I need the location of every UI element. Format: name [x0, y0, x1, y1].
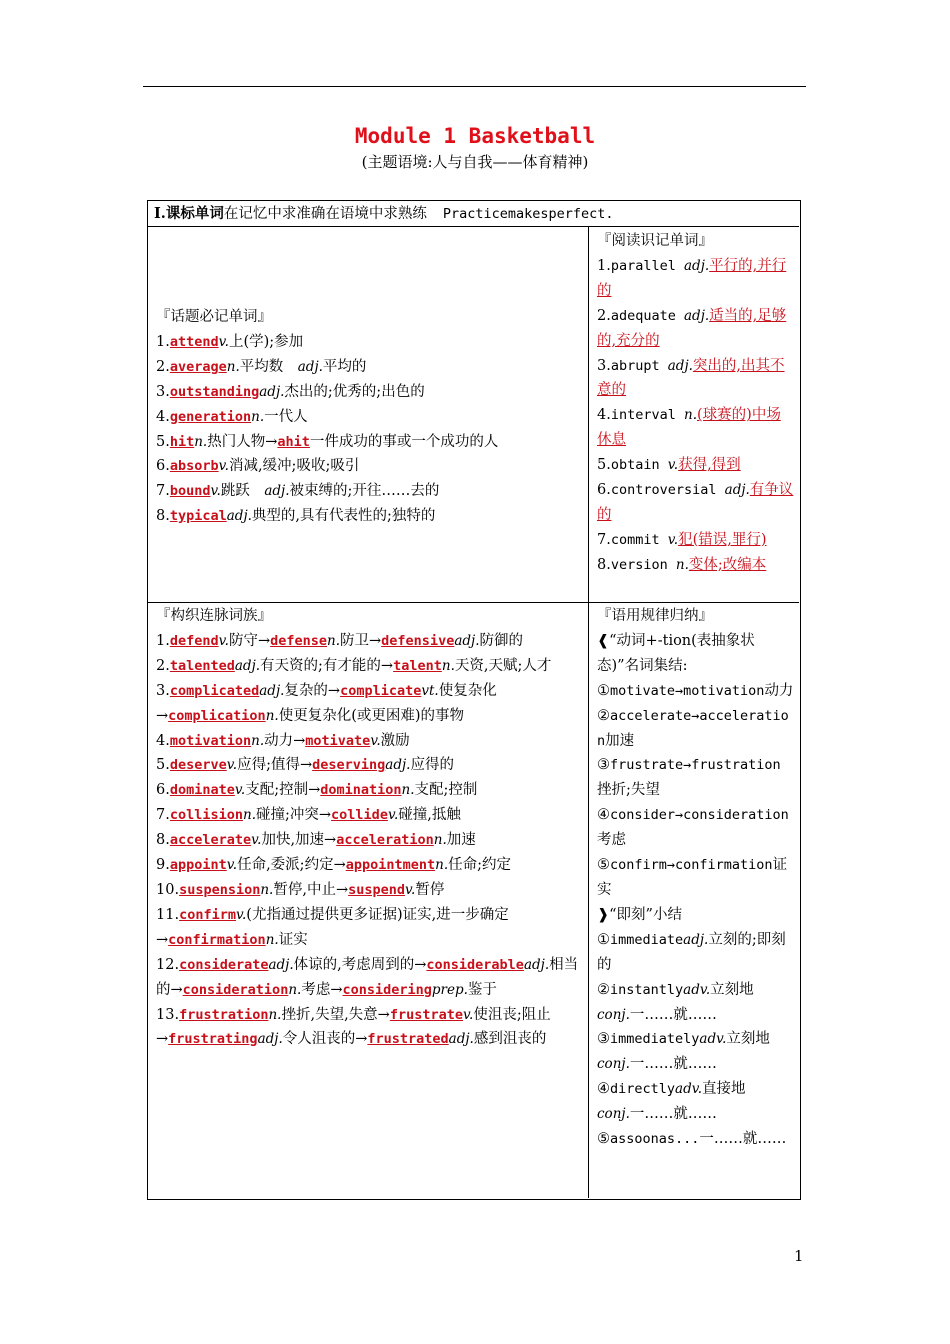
word: immediately: [610, 1031, 700, 1048]
part-of-speech: n.: [433, 832, 447, 849]
topic-word-item: [156, 454, 584, 479]
word-pair: consider→consideration: [610, 807, 789, 824]
keyword: considerable: [426, 956, 524, 973]
word-family-item: [156, 953, 584, 1003]
topic-words-cell: [156, 305, 584, 529]
definition: 有天资的;有才能的→: [260, 657, 394, 674]
definition: 考虑: [597, 832, 626, 849]
definition: 一……就……: [629, 1106, 717, 1123]
keyword: generation: [169, 408, 252, 425]
reading-word-item: [597, 453, 795, 478]
item-number: 4.: [597, 407, 611, 424]
part-of-speech: conj.: [597, 1006, 630, 1023]
word: directly: [610, 1081, 676, 1098]
definition: 令人沮丧的→: [282, 1031, 368, 1048]
rules-cell: [597, 604, 795, 1152]
word: controversial: [610, 482, 725, 499]
topic-word-item: [156, 479, 584, 504]
answer: (球赛的)中场休息: [597, 407, 781, 449]
keyword: absorb: [169, 458, 219, 475]
word-pair: accelerate→acceleration: [597, 707, 789, 749]
part-of-speech: v.: [667, 531, 679, 548]
keyword: defensive: [381, 632, 455, 649]
rules-group1-title: ❰“动词+-tion(表抽象状态)”名词集结:: [597, 632, 755, 674]
definition: 防卫→: [340, 632, 382, 649]
part-of-speech: adj.: [259, 383, 285, 400]
item-number: 5.: [156, 433, 170, 450]
answer: 平行的,并行的: [597, 257, 787, 299]
keyword: confirmation: [168, 931, 266, 948]
definition: 挫折,失望,失意→: [281, 1006, 390, 1023]
circled-number: ④: [597, 807, 610, 824]
definition: 加快,加速→: [261, 832, 337, 849]
keyword: complicated: [169, 682, 260, 699]
definition: 考虑→: [301, 981, 343, 998]
part-of-speech: adv.: [675, 1081, 703, 1098]
definition: 上(学);参加: [228, 333, 304, 350]
part-of-speech: adv.: [683, 981, 711, 998]
definition: 典型的,具有代表性的;独特的: [251, 508, 436, 525]
rules-group2-title: ❱“即刻”小结: [597, 906, 682, 923]
part-of-speech: v.: [218, 632, 229, 649]
rule-item: [597, 803, 795, 853]
definition: 感到沮丧的: [473, 1031, 547, 1048]
keyword: domination: [320, 782, 402, 799]
definition: 一……就……: [629, 1056, 717, 1073]
rule-item: [597, 753, 795, 803]
part-of-speech: adj.: [683, 931, 709, 948]
item-number: 2.: [156, 358, 170, 375]
item-number: 8.: [156, 832, 170, 849]
top-rule: [143, 86, 806, 87]
reading-word-item: [597, 553, 795, 578]
definition: 动力: [764, 682, 794, 699]
page-title: Module 1 Basketball: [354, 124, 596, 148]
word-family-cell: [156, 604, 584, 1052]
part-of-speech: adj.: [259, 682, 285, 699]
item-number: 8.: [156, 508, 170, 525]
answer: 犯(错误,罪行): [678, 531, 767, 548]
item-number: 1.: [156, 333, 170, 350]
keyword: appointment: [345, 857, 436, 874]
topic-word-item: [156, 380, 584, 405]
word: adequate: [610, 307, 684, 324]
item-number: 10.: [156, 881, 180, 898]
item-number: 6.: [156, 458, 170, 475]
item-number: 2.: [156, 657, 170, 674]
word: parallel: [610, 257, 684, 274]
keyword: frustrate: [389, 1006, 463, 1023]
item-number: 4.: [156, 732, 170, 749]
page-subtitle: (主题语境:人与自我——体育精神): [361, 153, 589, 171]
definition: 使更复杂化(或更困难)的事物: [278, 707, 465, 724]
keyword: talented: [169, 657, 235, 674]
definition: 暂停,中止→: [273, 881, 349, 898]
part-of-speech: adj.: [724, 482, 750, 499]
part-of-speech: adj.: [385, 757, 411, 774]
word-pair: confirm→confirmation: [610, 857, 773, 874]
definition: 任命;约定: [448, 857, 512, 874]
keyword: attend: [169, 333, 219, 350]
keyword: acceleration: [336, 832, 434, 849]
item-number: 12.: [156, 956, 180, 973]
definition: 一件成功的事或一个成功的人: [309, 433, 499, 450]
keyword: collide: [331, 807, 388, 824]
part-of-speech: adj.: [257, 1031, 283, 1048]
answer: 突出的,出其不意的: [597, 357, 785, 399]
definition: 一代人: [264, 408, 308, 425]
item-number: 6.: [156, 782, 170, 799]
definition: 加速: [605, 732, 635, 749]
part-of-speech: adj.: [523, 956, 550, 973]
keyword: confirm: [179, 906, 236, 923]
item-number: 1.: [597, 257, 611, 274]
rule-item: [597, 704, 795, 754]
part-of-speech: adv.: [699, 1031, 727, 1048]
definition: 证实: [597, 857, 788, 898]
definition: 被束缚的;开往……去的: [289, 483, 440, 500]
keyword: considering: [342, 981, 432, 998]
part-of-speech: v.: [667, 457, 679, 474]
definition: 立刻的;即刻的: [597, 931, 786, 973]
reading-word-item: [597, 354, 795, 404]
word-family-item: [156, 654, 584, 679]
part-of-speech: n.: [684, 407, 697, 424]
part-of-speech: v.: [251, 832, 262, 849]
item-number: 9.: [156, 857, 170, 874]
item-number: 7.: [156, 807, 170, 824]
definition: 复杂的→: [284, 682, 341, 699]
definition: 防守→: [228, 632, 271, 649]
part-of-speech: n.: [251, 408, 265, 425]
section-header: [148, 201, 799, 227]
keyword: motivate: [305, 732, 371, 749]
item-number: 6.: [597, 482, 611, 499]
part-of-speech: adj.: [297, 358, 323, 375]
part-of-speech: n.: [194, 433, 208, 450]
word: abrupt: [610, 357, 668, 374]
word-family-item: [156, 903, 584, 953]
circled-number: ⑤: [597, 1131, 610, 1148]
answer: 有争议的: [597, 482, 794, 523]
rule-item: [597, 1077, 795, 1127]
part-of-speech: adj.: [684, 307, 710, 324]
word-family-heading: 『构织连脉词族』: [156, 608, 272, 624]
word: version: [610, 556, 676, 573]
reading-word-item: [597, 254, 795, 304]
definition: 防御的: [479, 632, 523, 649]
keyword: average: [169, 358, 227, 375]
word-family-item: [156, 803, 584, 828]
part-of-speech: n.: [327, 632, 341, 649]
keyword: frustrating: [168, 1031, 258, 1048]
part-of-speech: vt.: [421, 682, 439, 699]
keyword: deserve: [169, 757, 227, 774]
keyword: complication: [168, 707, 266, 724]
circled-number: ④: [597, 1081, 610, 1098]
section-label: Ⅰ.课标单词: [154, 205, 224, 222]
part-of-speech: n.: [265, 707, 279, 724]
word-family-item: [156, 853, 584, 878]
rule-item: [597, 1127, 795, 1152]
answer: 变体;改编本: [688, 556, 767, 573]
definition: 直接地: [702, 1081, 746, 1098]
definition: 平均的: [322, 358, 367, 375]
item-number: 7.: [597, 531, 611, 548]
word-family-item: [156, 729, 584, 754]
word-family-item: [156, 679, 584, 729]
definition: 使复杂化→: [156, 682, 497, 724]
word-family-item: [156, 753, 584, 778]
word-family-item: [156, 629, 584, 654]
reading-word-item: [597, 403, 795, 453]
answer: 适当的,足够的,充分的: [597, 307, 787, 349]
definition: 加速: [446, 832, 476, 849]
reading-words-list: [597, 254, 795, 578]
definition: 动力→: [264, 732, 306, 749]
definition: 体谅的,考虑周到的→: [293, 956, 427, 973]
definition: 立刻地: [726, 1031, 770, 1048]
answer: 获得,得到: [678, 457, 741, 474]
item-number: 1.: [156, 632, 170, 649]
keyword: considerate: [179, 956, 269, 973]
keyword: consideration: [182, 981, 289, 998]
definition: 应得的: [410, 757, 454, 774]
part-of-speech: v.: [226, 857, 238, 874]
definition: 应得;值得→: [237, 757, 313, 774]
rule-item: [597, 853, 795, 903]
word-family-list: [156, 629, 584, 1052]
definition: 碰撞,抵触: [398, 807, 461, 824]
part-of-speech: n.: [288, 981, 302, 998]
keyword: accelerate: [169, 832, 252, 849]
keyword: defense: [270, 632, 328, 649]
definition: 碰撞;冲突→: [256, 807, 332, 824]
topic-word-item: [156, 405, 584, 430]
part-of-speech: adj.: [454, 632, 480, 649]
definition: 支配;控制: [414, 782, 478, 799]
keyword: typical: [169, 508, 227, 525]
part-of-speech: v.: [387, 807, 399, 824]
topic-word-item: [156, 504, 584, 529]
part-of-speech: adj.: [448, 1031, 474, 1048]
definition: 任命,委派;约定→: [237, 857, 346, 874]
item-number: 3.: [156, 682, 170, 699]
rules-heading: 『语用规律归纳』: [597, 608, 713, 624]
circled-number: ②: [597, 981, 610, 998]
reading-words-heading: 『阅读识记单词』: [597, 233, 713, 249]
section-motto: Practicemakesperfect.: [442, 206, 614, 222]
rule-item: [597, 978, 795, 1028]
part-of-speech: adj.: [264, 483, 290, 500]
part-of-speech: v.: [210, 483, 221, 500]
part-of-speech: conj.: [597, 1056, 630, 1073]
keyword: frustrated: [367, 1031, 449, 1048]
word: interval: [610, 407, 684, 424]
reading-word-item: [597, 528, 795, 553]
definition: 一……就……: [699, 1131, 787, 1148]
part-of-speech: n.: [251, 732, 265, 749]
word: commit: [610, 531, 668, 548]
word-pair: frustrate→frustration: [610, 757, 781, 774]
item-number: 8.: [597, 556, 611, 573]
keyword: hit: [169, 433, 195, 450]
part-of-speech: n.: [265, 931, 279, 948]
keyword: motivation: [169, 732, 252, 749]
keyword: suspend: [348, 881, 406, 898]
part-of-speech: v.: [234, 782, 246, 799]
topic-word-item: [156, 430, 584, 455]
circled-number: ①: [597, 682, 610, 699]
word-family-item: [156, 778, 584, 803]
part-of-speech: v.: [405, 881, 416, 898]
word-pair: motivate→motivation: [610, 682, 765, 699]
keyword: deserving: [312, 757, 386, 774]
word: assoonas...: [610, 1131, 700, 1148]
rule-item: [597, 928, 795, 978]
row-divider: [148, 602, 799, 603]
keyword: talent: [393, 657, 442, 674]
word-family-item: [156, 828, 584, 853]
section-desc: 在记忆中求准确在语境中求熟练: [223, 206, 427, 222]
rules-group1-list: [597, 679, 795, 903]
reading-words-cell: [597, 229, 795, 578]
item-number: 3.: [156, 383, 170, 400]
circled-number: ⑤: [597, 857, 610, 874]
word-family-item: [156, 878, 584, 903]
keyword: ahit: [277, 433, 310, 450]
part-of-speech: n.: [435, 857, 449, 874]
keyword: outstanding: [169, 383, 260, 400]
definition: 证实: [278, 931, 308, 948]
rules-group2-list: [597, 928, 795, 1152]
part-of-speech: n.: [675, 556, 689, 573]
part-of-speech: n.: [260, 881, 274, 898]
circled-number: ③: [597, 1031, 610, 1048]
word: obtain: [610, 457, 668, 474]
definition: 天资,天赋;人才: [454, 657, 552, 674]
topic-words-heading: 『话题必记单词』: [156, 309, 272, 325]
definition: (尤指通过提供更多证据)证实,进一步确定→: [156, 906, 509, 948]
part-of-speech: n.: [226, 358, 240, 375]
definition: 使沮丧;阻止→: [156, 1006, 551, 1048]
rule-item: [597, 1027, 795, 1077]
topic-words-list: [156, 330, 584, 529]
definition: 消减,缓冲;吸收;吸引: [228, 458, 360, 475]
part-of-speech: prep.: [431, 981, 468, 998]
item-number: 3.: [597, 357, 611, 374]
part-of-speech: n.: [441, 657, 455, 674]
item-number: 11.: [156, 906, 180, 923]
definition: 暂停: [415, 881, 445, 898]
definition: 鉴于: [467, 981, 497, 998]
keyword: bound: [169, 483, 211, 500]
topic-word-item: [156, 355, 584, 380]
part-of-speech: adj.: [268, 956, 294, 973]
keyword: defend: [169, 632, 219, 649]
item-number: 5.: [156, 757, 170, 774]
definition: 支配;控制→: [245, 782, 321, 799]
circled-number: ②: [597, 707, 610, 724]
part-of-speech: adj.: [226, 508, 252, 525]
keyword: collision: [169, 807, 243, 824]
keyword: appoint: [169, 857, 227, 874]
part-of-speech: adj.: [667, 357, 693, 374]
definition: 杰出的;优秀的;出色的: [284, 383, 425, 400]
keyword: complicate: [340, 682, 422, 699]
definition: 一……就……: [629, 1006, 717, 1023]
definition: 相当的→: [156, 956, 579, 998]
part-of-speech: adj.: [234, 657, 261, 674]
word-family-item: [156, 1003, 584, 1053]
definition: 立刻地: [710, 981, 754, 998]
definition: 激励: [380, 732, 410, 749]
keyword: frustration: [179, 1006, 269, 1023]
definition: 跳跃: [220, 483, 265, 500]
part-of-speech: n.: [268, 1006, 282, 1023]
part-of-speech: n.: [401, 782, 415, 799]
circled-number: ③: [597, 757, 610, 774]
part-of-speech: v.: [463, 1006, 474, 1023]
vocabulary-table: [147, 200, 801, 1200]
reading-word-item: [597, 478, 795, 528]
part-of-speech: v.: [218, 458, 229, 475]
part-of-speech: v.: [235, 906, 247, 923]
definition: 平均数: [239, 358, 298, 375]
keyword: dominate: [169, 782, 235, 799]
part-of-speech: adj.: [684, 257, 710, 274]
definition: 热门人物→: [207, 433, 278, 450]
item-number: 4.: [156, 408, 170, 425]
item-number: 5.: [597, 457, 611, 474]
page-number: 1: [794, 1247, 804, 1265]
part-of-speech: v.: [218, 333, 229, 350]
word: immediate: [610, 931, 684, 948]
circled-number: ①: [597, 931, 610, 948]
column-divider: [588, 227, 589, 1198]
item-number: 13.: [156, 1006, 180, 1023]
part-of-speech: conj.: [597, 1106, 630, 1123]
word: instantly: [610, 981, 684, 998]
definition: 挫折;失望: [597, 782, 660, 799]
rule-item: [597, 679, 795, 704]
part-of-speech: v.: [226, 757, 238, 774]
keyword: suspension: [179, 881, 261, 898]
topic-word-item: [156, 330, 584, 355]
item-number: 7.: [156, 483, 170, 500]
part-of-speech: n.: [243, 807, 256, 824]
item-number: 2.: [597, 307, 611, 324]
part-of-speech: v.: [370, 732, 381, 749]
reading-word-item: [597, 304, 795, 354]
